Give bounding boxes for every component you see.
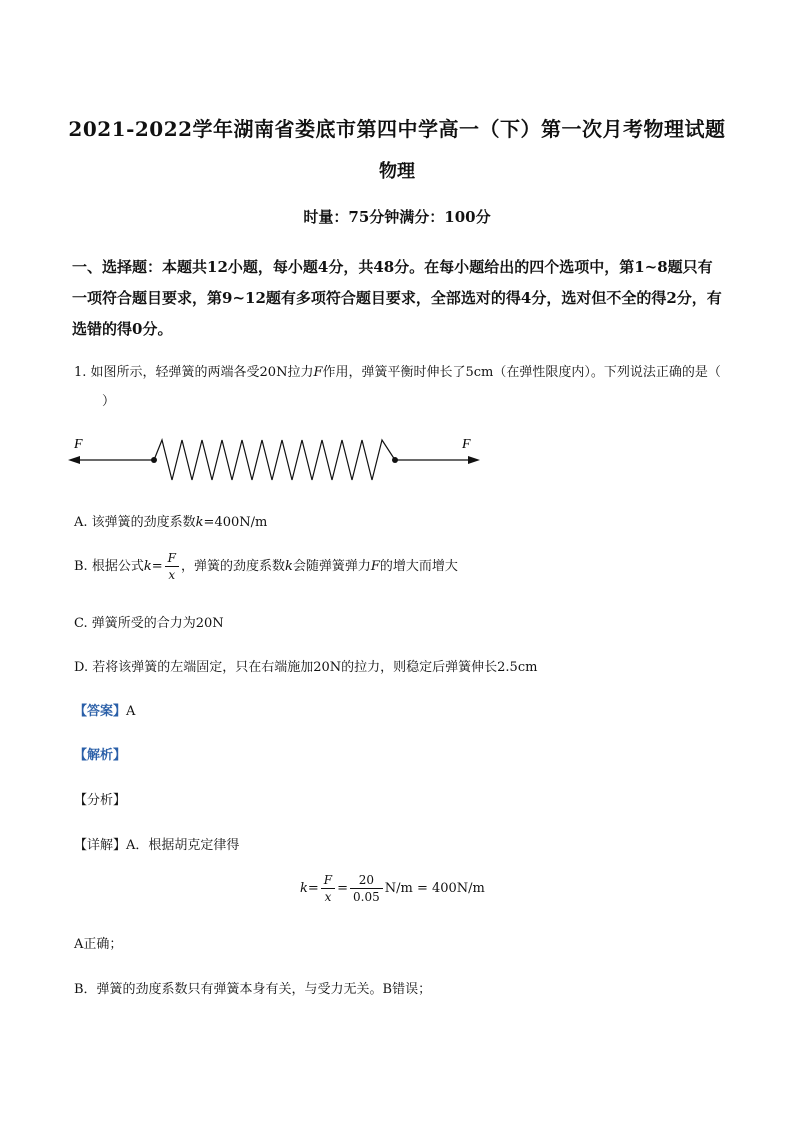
question-1-stem	[74, 358, 724, 416]
detail-tag: 【详解】	[74, 838, 127, 853]
page-title: 2021-2022学年湖南省娄底市第四中学高一（下）第一次月考物理试题	[68, 117, 726, 141]
option-b-eq: =	[151, 559, 163, 574]
option-c: C. 弹簧所受的合力为20N	[74, 616, 224, 631]
option-a-var: k	[195, 515, 204, 530]
formula-num2: 20	[350, 872, 383, 889]
stem-force-var: F	[313, 365, 323, 380]
stem-part2: 作用，弹簧平衡时伸长了5cm（在弹性限度内）。下列说法正确的是（	[322, 365, 721, 380]
option-b-var: k	[143, 559, 152, 574]
formula-eq2: =	[337, 881, 349, 896]
formula-frac1	[321, 872, 335, 905]
option-b-prefix: B. 根据公式	[74, 559, 144, 574]
right-force-label: F	[462, 437, 471, 452]
spring-figure	[66, 432, 486, 492]
analysis-tag: 【解析】	[74, 748, 127, 763]
option-b-num: F	[165, 550, 179, 567]
answer-line	[74, 700, 135, 719]
right-end-dot	[392, 457, 398, 463]
option-b-mid2: 会随弹簧弹力	[292, 559, 371, 574]
stem-part3: ）	[102, 394, 116, 409]
option-a	[74, 511, 267, 530]
answer-tag: 【答案】	[74, 704, 127, 719]
a-correct-line: A正确；	[74, 937, 123, 952]
option-b-fraction	[165, 550, 179, 583]
formula-den2: 0.05	[353, 890, 380, 904]
option-d: D. 若将该弹簧的左端固定，只在右端施加20N的拉力，则稳定后弹簧伸长2.5cm	[74, 660, 538, 675]
spring-coil	[154, 440, 395, 480]
option-b-mid: ，弹簧的劲度系数	[180, 559, 285, 574]
fenxi-tag: 【分析】	[74, 793, 127, 808]
left-arrow-head	[68, 456, 80, 464]
detail-text: A．根据胡克定律得	[126, 838, 240, 853]
left-end-dot	[151, 457, 157, 463]
formula-tail: N/m = 400N/m	[384, 881, 485, 896]
option-b-var3: F	[370, 559, 380, 574]
option-a-prefix: A. 该弹簧的劲度系数	[74, 515, 196, 530]
detail-line	[74, 834, 239, 853]
b-wrong-line: B．弹簧的劲度系数只有弹簧本身有关，与受力无关。B错误；	[74, 982, 432, 997]
option-b	[74, 550, 458, 583]
answer-value: A	[126, 704, 136, 719]
option-a-suffix: =400N/m	[203, 515, 268, 530]
formula-den1: x	[324, 890, 332, 904]
option-b-suffix: 的增大而增大	[379, 559, 458, 574]
option-b-den: x	[168, 568, 176, 582]
hooke-formula	[300, 872, 485, 905]
right-arrow-head	[468, 456, 480, 464]
formula-k: k	[300, 881, 308, 896]
fenxi-line	[74, 789, 126, 808]
formula-frac2	[350, 872, 383, 905]
analysis-line	[74, 744, 126, 763]
left-force-label: F	[74, 437, 83, 452]
section-instructions: 一、选择题：本题共12小题，每小题4分，共48分。在每小题给出的四个选项中，第1~8题只有一项符合题目要求，第9~12题有多项符合题目要求，全部选对的得4分，选对但不全的得2分，有选错的得0分。	[72, 258, 722, 338]
time-info: 时量：75分钟满分：100分	[303, 208, 491, 226]
subject-heading: 物理	[379, 161, 415, 182]
formula-eq1: =	[307, 881, 319, 896]
stem-part1: 1. 如图所示，轻弹簧的两端各受20N拉力	[74, 365, 314, 380]
option-b-var2: k	[284, 559, 293, 574]
formula-num1: F	[321, 872, 335, 889]
